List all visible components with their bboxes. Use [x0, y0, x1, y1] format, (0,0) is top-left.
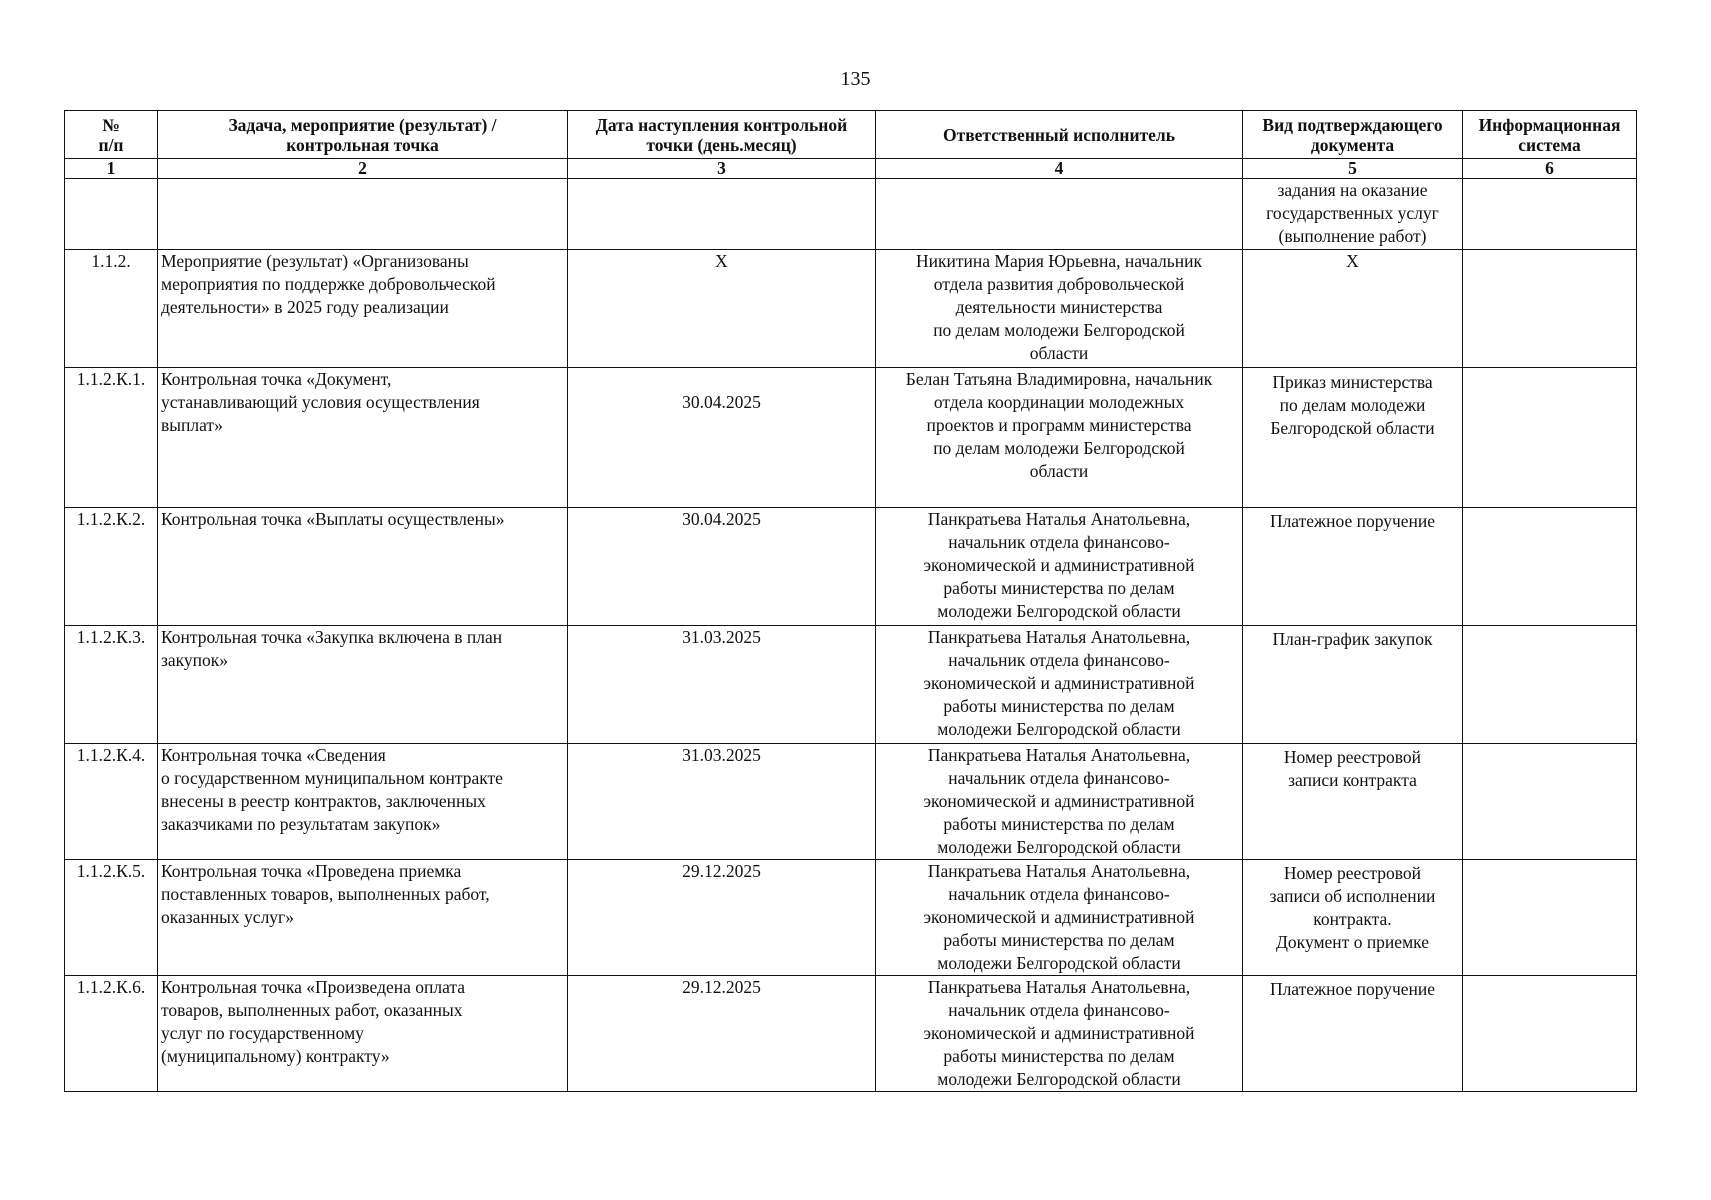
column-number: 3: [568, 159, 876, 179]
column-numbers-row: [65, 159, 1637, 179]
row-system: [1463, 368, 1637, 508]
header-system: Информационная система: [1463, 111, 1637, 159]
row-system: [1463, 250, 1637, 368]
row-task: Контрольная точка «Сведения о государственном муниципальном контракте внесены в реестр контрактов, заключенных заказчиками по результатам закупок»: [158, 744, 568, 860]
row-task: Контрольная точка «Закупка включена в план закупок»: [158, 626, 568, 744]
row-task: Контрольная точка «Выплаты осуществлены»: [158, 508, 568, 626]
column-number: 5: [1243, 159, 1463, 179]
table-row: [65, 179, 1637, 250]
row-document: Платежное поручение: [1243, 508, 1463, 626]
row-responsible: Панкратьева Наталья Анатольевна, начальник отдела финансово- экономической и административной работы министерства по делам молодежи Белгородской области: [876, 508, 1243, 626]
row-number: 1.1.2.К.2.: [65, 508, 158, 626]
row-system: [1463, 744, 1637, 860]
row-responsible: Никитина Мария Юрьевна, начальник отдела развития добровольческой деятельности министерства по делам молодежи Белгородской области: [876, 250, 1243, 368]
row-date: X: [568, 250, 876, 368]
row-date: 31.03.2025: [568, 626, 876, 744]
row-document: X: [1243, 250, 1463, 368]
row-number: 1.1.2.К.3.: [65, 626, 158, 744]
row-responsible: Панкратьева Наталья Анатольевна, начальник отдела финансово- экономической и административной работы министерства по делам молодежи Белгородской области: [876, 860, 1243, 976]
column-number: 1: [65, 159, 158, 179]
table-row: [65, 744, 1637, 860]
row-system: [1463, 626, 1637, 744]
table-row: [65, 250, 1637, 368]
header-number: № п/п: [65, 111, 158, 159]
column-number: 6: [1463, 159, 1637, 179]
page-number: 135: [840, 68, 871, 90]
row-responsible: Белан Татьяна Владимировна, начальник отдела координации молодежных проектов и программ министерства по делам молодежи Белгородской области: [876, 368, 1243, 508]
row-number: 1.1.2.: [65, 250, 158, 368]
row-number: 1.1.2.К.6.: [65, 976, 158, 1092]
row-task: Контрольная точка «Документ, устанавливающий условия осуществления выплат»: [158, 368, 568, 508]
row-system: [1463, 508, 1637, 626]
header-date: Дата наступления контрольной точки (день.месяц): [568, 111, 876, 159]
row-number: 1.1.2.К.4.: [65, 744, 158, 860]
row-task: [158, 179, 568, 250]
row-date: 30.04.2025: [568, 368, 876, 508]
row-number: [65, 179, 158, 250]
table-row: [65, 976, 1637, 1092]
table-row: [65, 508, 1637, 626]
header-responsible: Ответственный исполнитель: [876, 111, 1243, 159]
row-date: 31.03.2025: [568, 744, 876, 860]
row-document: Номер реестровой записи об исполнении контракта. Документ о приемке: [1243, 860, 1463, 976]
row-responsible: Панкратьева Наталья Анатольевна, начальник отдела финансово- экономической и административной работы министерства по делам молодежи Белгородской области: [876, 744, 1243, 860]
row-document: задания на оказание государственных услуг (выполнение работ): [1243, 179, 1463, 250]
row-number: 1.1.2.К.1.: [65, 368, 158, 508]
row-task: Контрольная точка «Проведена приемка поставленных товаров, выполненных работ, оказанных услуг»: [158, 860, 568, 976]
column-number: 4: [876, 159, 1243, 179]
header-document: Вид подтверждающего документа: [1243, 111, 1463, 159]
row-task: Контрольная точка «Произведена оплата товаров, выполненных работ, оказанных услуг по государственному (муниципальному) контракту»: [158, 976, 568, 1092]
row-date: 30.04.2025: [568, 508, 876, 626]
header-row: [65, 111, 1637, 159]
row-number: 1.1.2.К.5.: [65, 860, 158, 976]
row-date: 29.12.2025: [568, 976, 876, 1092]
row-date: 29.12.2025: [568, 860, 876, 976]
table-row: [65, 626, 1637, 744]
row-document: Платежное поручение: [1243, 976, 1463, 1092]
header-task: Задача, мероприятие (результат) / контрольная точка: [158, 111, 568, 159]
row-system: [1463, 860, 1637, 976]
control-points-table: [64, 110, 1637, 1092]
row-responsible: [876, 179, 1243, 250]
row-system: [1463, 179, 1637, 250]
row-document: Приказ министерства по делам молодежи Белгородской области: [1243, 368, 1463, 508]
table-row: [65, 368, 1637, 508]
row-date: [568, 179, 876, 250]
row-document: Номер реестровой записи контракта: [1243, 744, 1463, 860]
table-row: [65, 860, 1637, 976]
row-document: План-график закупок: [1243, 626, 1463, 744]
row-responsible: Панкратьева Наталья Анатольевна, начальник отдела финансово- экономической и административной работы министерства по делам молодежи Белгородской области: [876, 626, 1243, 744]
row-system: [1463, 976, 1637, 1092]
row-task: Мероприятие (результат) «Организованы мероприятия по поддержке добровольческой деятельности» в 2025 году реализации: [158, 250, 568, 368]
row-responsible: Панкратьева Наталья Анатольевна, начальник отдела финансово- экономической и административной работы министерства по делам молодежи Белгородской области: [876, 976, 1243, 1092]
column-number: 2: [158, 159, 568, 179]
